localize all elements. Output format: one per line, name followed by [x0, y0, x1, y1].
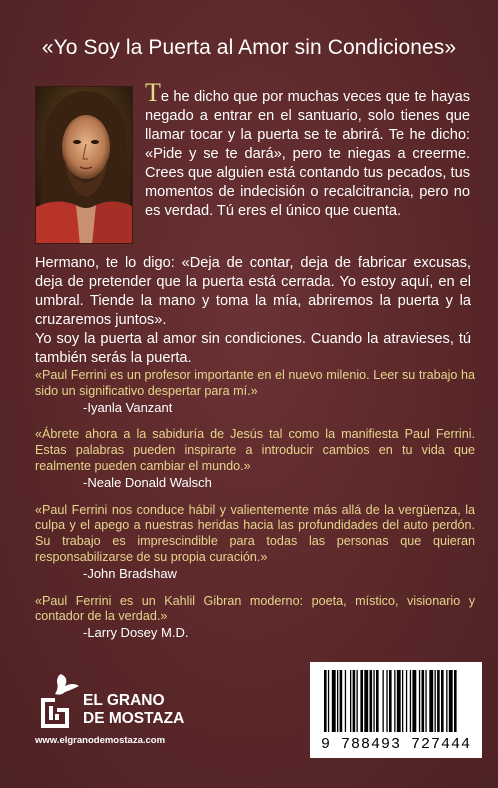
isbn-barcode — [310, 662, 482, 758]
quote-author: -Larry Dosey M.D. — [83, 625, 189, 641]
publisher-dove-icon — [35, 672, 81, 732]
cover-title: «Yo Soy la Puerta al Amor sin Condiciones» — [41, 36, 457, 59]
publisher-name-line1: EL GRANO — [83, 692, 165, 709]
endorsement-quote — [35, 427, 475, 490]
endorsement-quote — [35, 503, 475, 582]
intro-paragraph-text: e he dicho que por muchas veces que te hayas negado a entrar en el santuario, solo tienes que llamar tocar y la puerta se te abrirá. Te he dicho: «Pide y se te dará», pero te niegas a creerme. Crees que alguien está contando tus pecados, tus momentos de indecisión o recalcitrancia, pero no es verdad. Tú eres el único que cuenta. — [145, 89, 470, 219]
drop-cap-letter: T — [145, 78, 161, 107]
quote-text: «Ábrete ahora a la sabiduría de Jesús tal como la manifiesta Paul Ferrini. Estas palabras pueden inspirarte a introducir cambios en tu vida que realmente pueden cambiar el mundo.» — [35, 427, 475, 473]
body-paragraphs — [35, 254, 471, 368]
quote-author: -Neale Donald Walsch — [83, 474, 212, 490]
endorsement-quote — [35, 368, 475, 415]
publisher-name-line2: DE MOSTAZA — [83, 710, 185, 727]
quote-text: «Paul Ferrini nos conduce hábil y valientemente más allá de la vergüenza, la culpa y el apego a nuestras heridas hacia las profundidades del auto perdón. Su trabajo es imprescindible para todas las personas que quieran responsabilizarse de su propia curación.» — [35, 502, 475, 564]
endorsement-quotes — [35, 368, 475, 653]
jesus-portrait-image — [35, 86, 133, 244]
quote-text: «Paul Ferrini es un Kahlil Gibran moderno: poeta, místico, visionario y contador de la verdad.» — [35, 593, 475, 624]
quote-author: -John Bradshaw — [83, 565, 177, 581]
intro-paragraph — [145, 78, 470, 221]
publisher-website: www.elgranodemostaza.com — [35, 735, 166, 746]
quote-author: -Iyanla Vanzant — [83, 399, 173, 415]
endorsement-quote — [35, 594, 475, 641]
isbn-number: 9 788493 727444 — [320, 736, 472, 753]
quote-text: «Paul Ferrini es un profesor importante en el nuevo milenio. Leer su trabajo ha sido un significativo despertar para mí.» — [35, 368, 475, 398]
portrait-illustration — [36, 87, 133, 244]
body-paragraph-2: Hermano, te lo digo: «Deja de contar, deja de fabricar excusas, deja de pretender que la puerta está cerrada. Yo estoy aquí, en el umbral. Tiende la mano y toma la mía, abriremos la puerta y la cruzaremos juntos». — [35, 255, 471, 328]
body-paragraph-3: Yo soy la puerta al amor sin condiciones. Cuando la atravieses, tú también serás la puerta. — [35, 331, 471, 366]
